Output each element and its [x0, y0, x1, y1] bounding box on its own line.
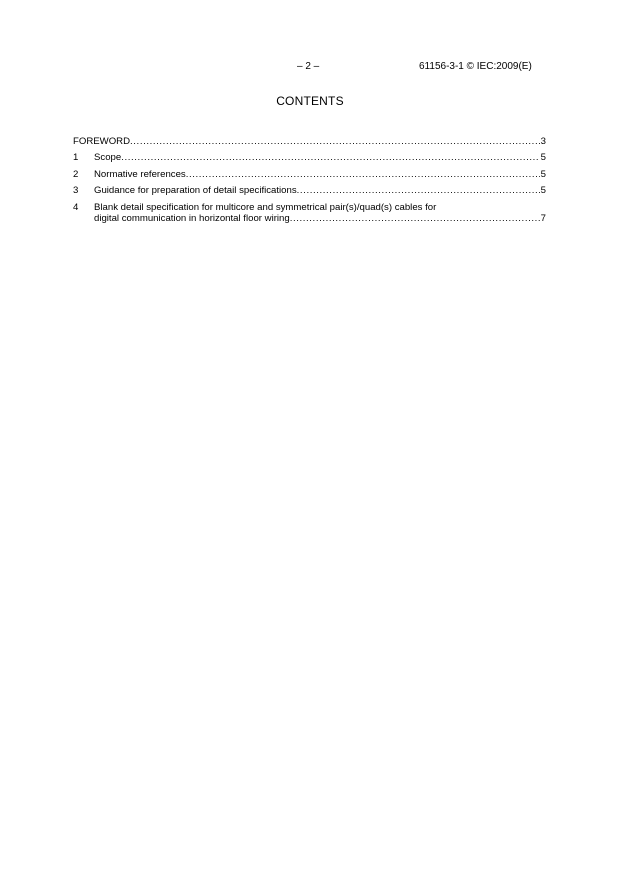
toc-entry-guidance[interactable]	[73, 185, 546, 196]
toc-entry-normative-references[interactable]	[73, 169, 546, 180]
toc-entry-label: Normative references	[94, 168, 186, 180]
dot-leader	[130, 136, 540, 147]
toc-entry-number: 3	[73, 185, 79, 197]
page-title: CONTENTS	[276, 94, 344, 108]
toc-page-number: 5	[540, 168, 546, 180]
dot-leader	[297, 185, 540, 196]
toc-entry-label: Scope	[94, 152, 122, 164]
toc-entry-label: FOREWORD	[73, 136, 131, 147]
toc-entry-label-continued: digital communication in horizontal floor wiring	[94, 212, 290, 224]
page-header	[0, 61, 620, 75]
toc-page-number: 5	[540, 185, 546, 197]
table-of-contents	[73, 136, 546, 229]
document-reference: 61156-3-1 © IEC:2009(E)	[419, 61, 532, 72]
toc-entry-number: 2	[73, 168, 79, 180]
dot-leader	[186, 169, 540, 180]
toc-page-number: 5	[540, 152, 546, 164]
dot-leader	[121, 152, 539, 163]
toc-entry-foreword[interactable]	[73, 136, 546, 147]
toc-page-number: 3	[540, 136, 546, 147]
toc-entry-blank-detail-specification[interactable]	[73, 202, 546, 224]
dot-leader	[290, 213, 540, 224]
toc-entry-label: Blank detail specification for multicore and symmetrical pair(s)/quad(s) cables for	[94, 201, 437, 213]
toc-entry-label: Guidance for preparation of detail specifications	[94, 185, 297, 197]
toc-entry-number: 1	[73, 152, 79, 164]
toc-page-number: 7	[540, 212, 546, 224]
toc-entry-number: 4	[73, 201, 79, 213]
toc-entry-scope[interactable]	[73, 152, 546, 163]
page-number: – 2 –	[297, 61, 320, 72]
